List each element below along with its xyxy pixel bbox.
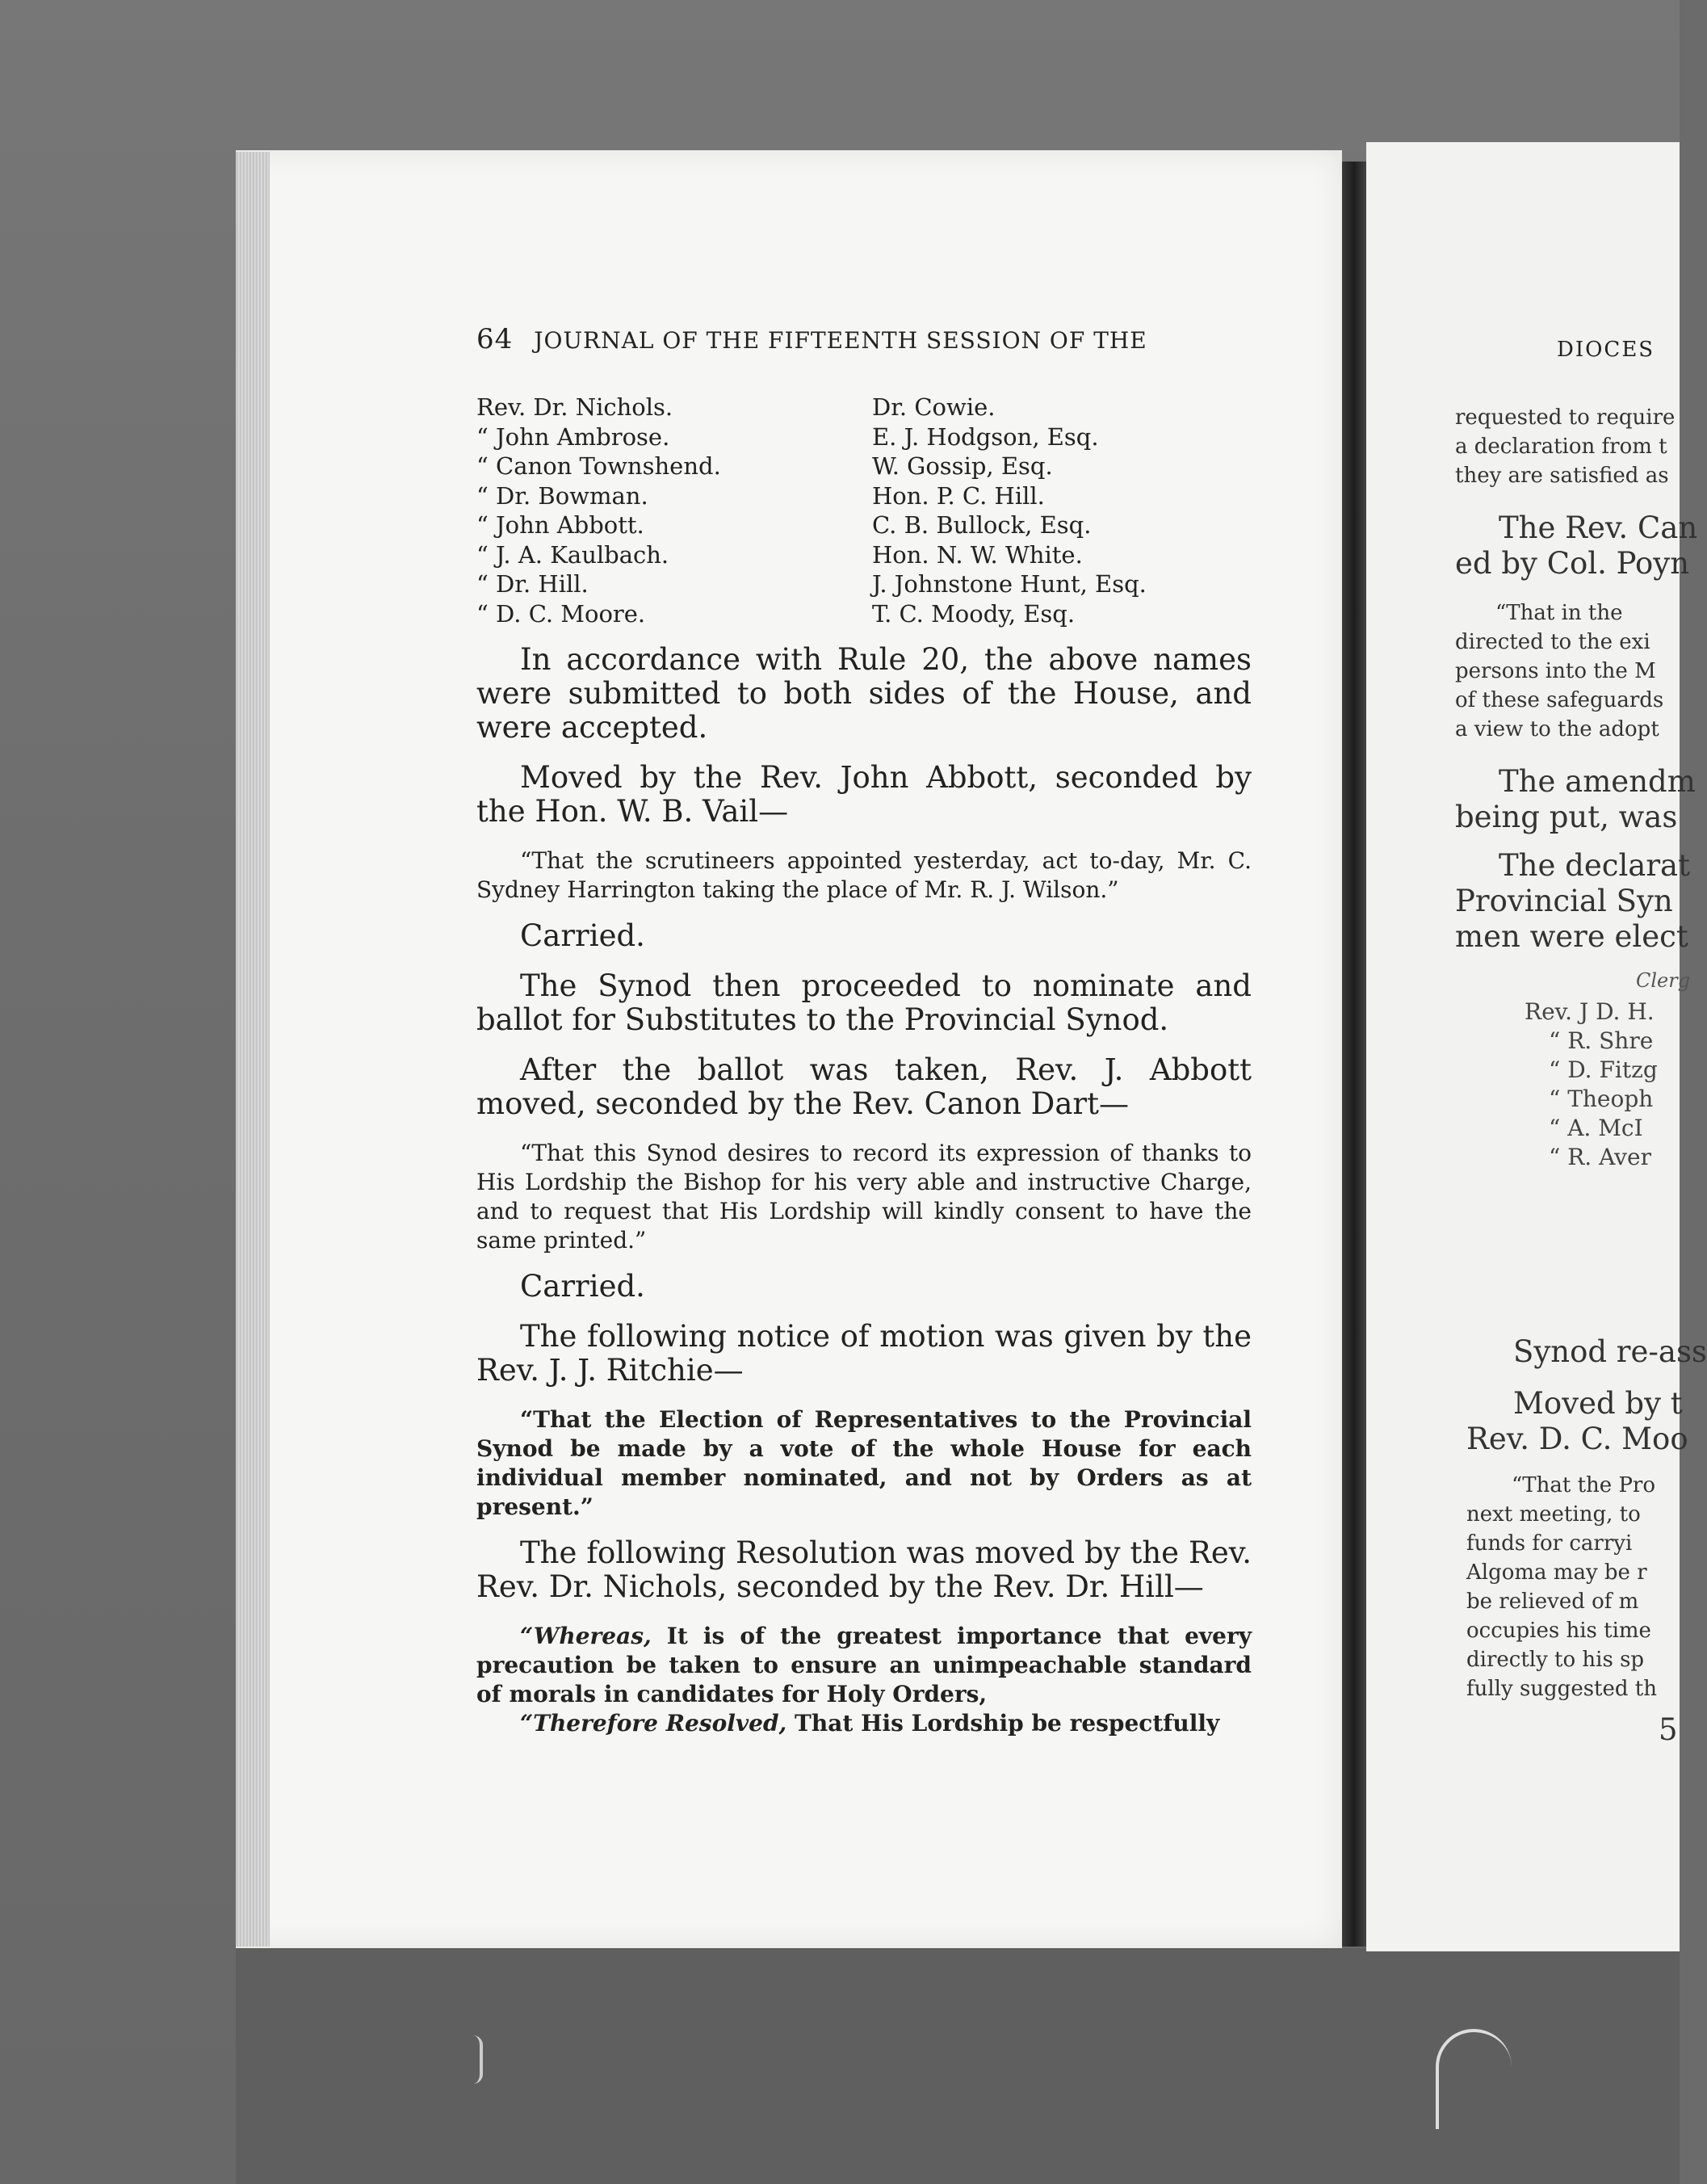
right-line: “ A. McI [1549,1115,1643,1141]
list-item: “ Dr. Bowman. [476,481,648,510]
quote-scrutineers: “That the scrutineers appointed yesterday, act to-day, Mr. C. Sydney Harrington taking the place of Mr. R. J. Wilson.” [476,847,1252,903]
resolved-lead: “Therefore Resolved, [520,1710,787,1737]
right-line: being put, was [1455,800,1678,834]
list-item: Dr. Cowie. [872,393,996,421]
list-item: Hon. N. W. White. [872,540,1083,569]
right-line: next meeting, to [1466,1502,1641,1527]
page-edges [236,152,270,1947]
book-gutter [1342,162,1366,1947]
quote-thanks: “That this Synod desires to record its expression of thanks to His Lordship the Bishop for his very able and instructive Charge, and to request that His Lordship will kindly consent to have the same printed.” [476,1140,1252,1254]
names-column-left [476,393,872,628]
running-head-title: JOURNAL OF THE FIFTEENTH SESSION OF THE [534,327,1147,354]
paragraph-substitutes: The Synod then proceeded to nominate and ballot for Substitutes to the Provincial Synod. [476,968,1252,1037]
list-item: Hon. P. C. Hill. [872,481,1045,510]
page-number: 64 [476,323,514,355]
paragraph-ballot: After the ballot was taken, Rev. J. Abbott moved, seconded by the Rev. Canon Dart— [476,1052,1252,1121]
right-line: Algoma may be r [1466,1560,1647,1585]
list-item: “ John Ambrose. [476,422,670,451]
list-item: “ Canon Townshend. [476,452,721,480]
quote-whereas [476,1622,1252,1709]
list-item: J. Johnstone Hunt, Esq. [872,570,1147,598]
right-line: Provincial Syn [1455,884,1673,918]
right-line: a declaration from t [1455,435,1667,459]
right-line: they are satisfied as [1455,464,1669,488]
right-line: requested to require [1455,405,1676,430]
list-item: E. J. Hodgson, Esq. [872,422,1099,451]
right-line: ed by Col. Poyn [1455,546,1690,581]
right-line: Clerg [1636,969,1691,992]
list-item: “ J. A. Kaulbach. [476,540,669,569]
right-line: of these safeguards [1455,688,1664,712]
paragraph-rule-20: In accordance with Rule 20, the above names were submitted to both sides of the House, and were accepted. [476,642,1252,745]
names-column-right [872,393,1252,628]
right-line: directly to his sp [1466,1648,1645,1672]
list-item: C. B. Bullock, Esq. [872,511,1092,539]
right-line: fully suggested th [1466,1677,1657,1701]
right-line: Rev. D. C. Moo [1466,1422,1688,1456]
right-line: The declarat [1499,848,1690,883]
carried-1: Carried. [520,918,645,953]
names-list [476,393,1252,628]
right-line: Rev. J D. H. [1525,998,1655,1025]
scan-artifact-arc [1436,2029,1512,2129]
list-item: T. C. Moody, Esq. [872,599,1076,628]
whereas-text: It is of the greatest importance that every precaution be taken to ensure an unimpeachable standard of morals in candidates for Holy Orders, [476,1623,1252,1707]
right-line: “ R. Shre [1549,1027,1654,1054]
running-head [476,323,1252,355]
quote-election: “That the Election of Representatives to the Provincial Synod be made by a vote of the whole House for each individual member nominated, and not by Orders as at present.” [476,1406,1252,1520]
list-item: “ D. C. Moore. [476,599,646,628]
resolved-text: That His Lordship be respectfully [795,1710,1220,1737]
right-line: 5 [1659,1712,1678,1747]
right-line: men were elect [1455,919,1688,954]
body-text [476,643,1252,1738]
paragraph-notice: The following notice of motion was given by the Rev. J. J. Ritchie— [476,1319,1252,1388]
right-line: “ Theoph [1549,1086,1654,1112]
carried-2: Carried. [520,1269,645,1304]
whereas-lead: “Whereas, [520,1623,652,1649]
right-line: a view to the adopt [1455,717,1659,741]
paragraph-resolution: The following Resolution was moved by the Rev. Rev. Dr. Nichols, seconded by the Rev. Dr. Hill— [476,1535,1252,1604]
right-line: funds for carryi [1466,1531,1633,1556]
right-line: occupies his time [1466,1619,1651,1643]
paragraph-motion-abbott: Moved by the Rev. John Abbott, seconded by the Hon. W. B. Vail— [476,760,1252,829]
right-line: “That in the [1495,601,1623,625]
list-item: W. Gossip, Esq. [872,452,1053,480]
right-line: be relieved of m [1466,1590,1639,1614]
right-line: The Rev. Can [1499,510,1698,545]
right-line: directed to the exi [1455,630,1650,654]
right-line: Moved by t [1513,1386,1683,1421]
right-page [1366,142,1707,1951]
scan-artifact-mark [473,2035,483,2084]
list-item: “ John Abbott. [476,511,644,539]
right-line: “ R. Aver [1549,1144,1651,1170]
quote-resolved [476,1709,1252,1738]
list-item: “ Dr. Hill. [476,570,589,598]
right-line: persons into the M [1455,659,1656,683]
right-line: “That the Pro [1512,1473,1656,1497]
right-line: “ D. Fitzg [1549,1056,1658,1083]
right-running-head: DIOCES [1557,338,1655,362]
right-line: The amendm [1499,764,1696,799]
right-line: Synod re-ass [1513,1334,1707,1369]
list-item: Rev. Dr. Nichols. [476,393,673,421]
